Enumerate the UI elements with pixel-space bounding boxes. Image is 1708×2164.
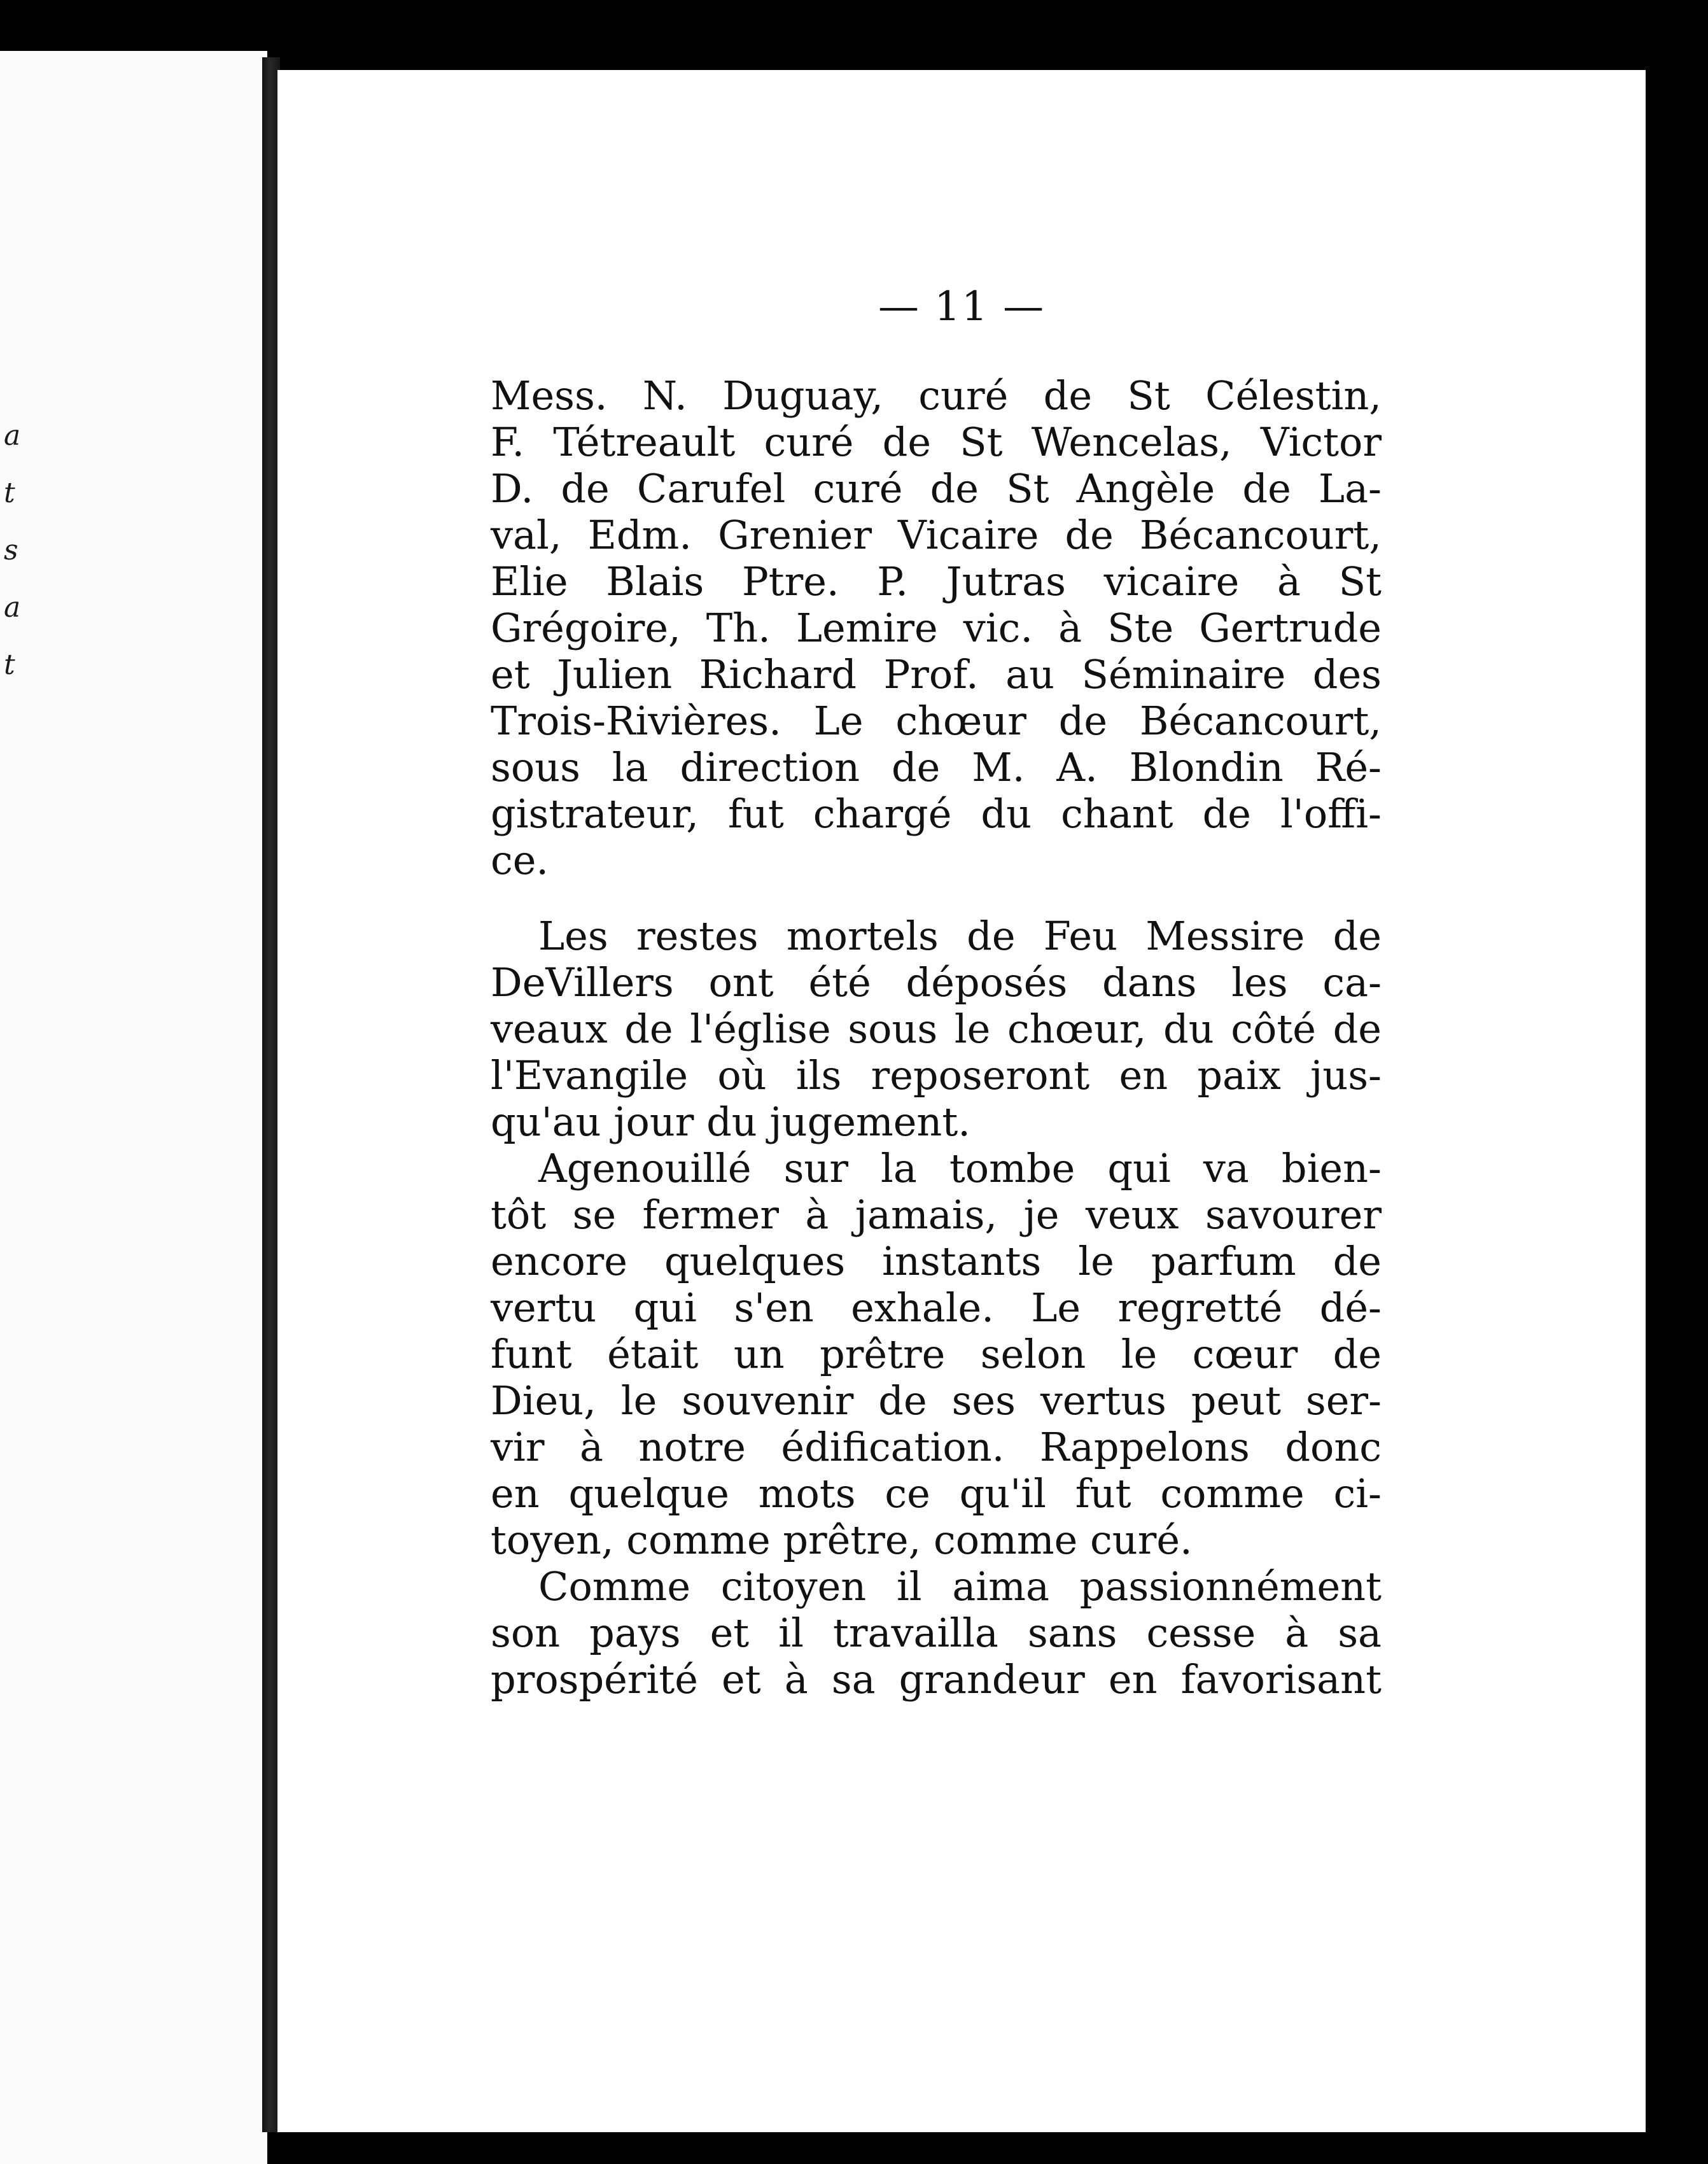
paragraph — [491, 372, 1382, 883]
text-line: prospérité et à sa grandeur en favorisant — [491, 1656, 1382, 1703]
margin-fragment: s — [4, 534, 18, 566]
text-line: DeVillers ont été déposés dans les ca- — [491, 959, 1382, 1006]
text-line: D. de Carufel curé de St Angèle de La- — [491, 465, 1382, 512]
text-line: et Julien Richard Prof. au Séminaire des — [491, 651, 1382, 698]
text-line: F. Tétreault curé de St Wencelas, Victor — [491, 419, 1382, 465]
text-line: qu'au jour du jugement. — [491, 1099, 970, 1145]
text-line: veaux de l'église sous le chœur, du côté de — [491, 1006, 1382, 1052]
margin-fragment: a — [4, 419, 21, 452]
text-line: tôt se fermer à jamais, je veux savourer — [491, 1191, 1382, 1238]
margin-fragment: t — [4, 649, 15, 681]
text-line: ce. — [491, 837, 549, 883]
text-line: Grégoire, Th. Lemire vic. à Ste Gertrude — [491, 605, 1382, 651]
left-margin-fragments — [4, 407, 29, 694]
text-line: Les restes mortels de Feu Messire de — [538, 913, 1382, 959]
text-line: encore quelques instants le parfum de — [491, 1238, 1382, 1284]
text-line: son pays et il travailla sans cesse à sa — [491, 1610, 1382, 1656]
text-line: Trois-Rivières. Le chœur de Bécancourt, — [491, 698, 1382, 744]
margin-fragment: t — [4, 477, 15, 509]
text-line: Dieu, le souvenir de ses vertus peut ser- — [491, 1377, 1382, 1424]
text-line: en quelque mots ce qu'il fut comme ci- — [491, 1470, 1382, 1517]
text-line: sous la direction de M. A. Blondin Ré- — [491, 744, 1382, 790]
text-line: vertu qui s'en exhale. Le regretté dé- — [491, 1284, 1382, 1331]
paragraph — [491, 1145, 1382, 1563]
text-line: Mess. N. Duguay, curé de St Célestin, — [491, 372, 1382, 419]
text-line: Comme citoyen il aima passionnément — [538, 1563, 1382, 1610]
text-line: Elie Blais Ptre. P. Jutras vicaire à St — [491, 558, 1382, 605]
text-line: val, Edm. Grenier Vicaire de Bécancourt, — [491, 512, 1382, 558]
text-line: l'Evangile où ils reposeront en paix jus- — [491, 1052, 1382, 1099]
body-text — [491, 372, 1382, 1703]
paragraph — [491, 1563, 1382, 1703]
text-line: Agenouillé sur la tombe qui va bien- — [538, 1145, 1382, 1191]
page-number: — 11 — — [878, 283, 1046, 330]
left-page — [0, 51, 267, 2164]
text-line: gistrateur, fut chargé du chant de l'offi- — [491, 790, 1382, 837]
right-page — [277, 70, 1646, 2132]
text-line: toyen, comme prêtre, comme curé. — [491, 1517, 1193, 1563]
margin-fragment: a — [4, 591, 21, 624]
paragraph — [491, 913, 1382, 1145]
text-line: funt était un prêtre selon le cœur de — [491, 1331, 1382, 1377]
text-line: vir à notre édification. Rappelons donc — [491, 1424, 1382, 1470]
